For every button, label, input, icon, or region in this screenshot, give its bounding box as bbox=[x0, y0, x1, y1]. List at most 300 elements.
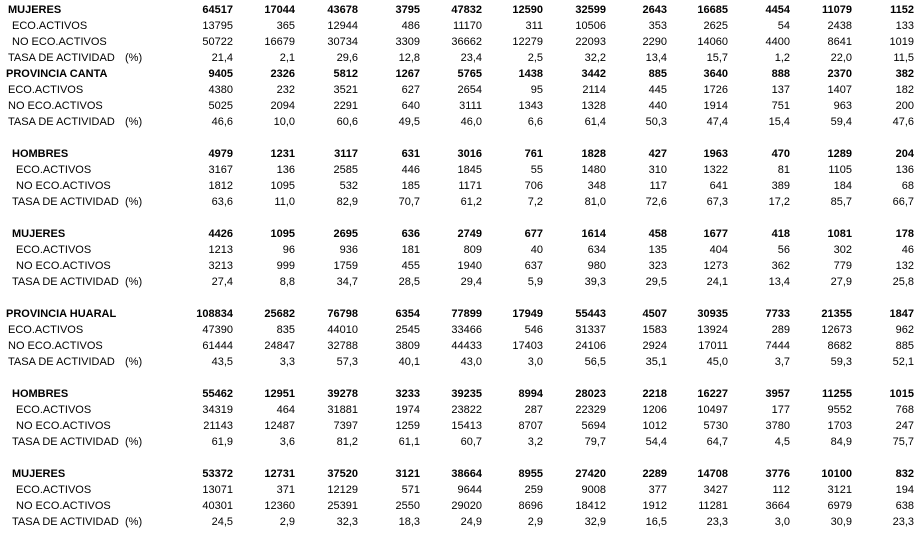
value-cell: 4507 bbox=[642, 308, 667, 320]
value-cell: 132 bbox=[895, 260, 914, 272]
value-cell: 637 bbox=[524, 260, 543, 272]
row-label: TASA DE ACTIVIDAD bbox=[12, 276, 119, 288]
row-label: TASA DE ACTIVIDAD bbox=[12, 196, 119, 208]
value-cell: 1081 bbox=[827, 228, 852, 240]
value-cell: 1677 bbox=[703, 228, 728, 240]
value-cell: 40,1 bbox=[398, 356, 420, 368]
value-cell: 66,7 bbox=[892, 196, 914, 208]
value-cell: 4380 bbox=[208, 84, 233, 96]
value-cell: 3957 bbox=[765, 388, 790, 400]
value-cell: 7733 bbox=[765, 308, 790, 320]
table-row bbox=[0, 322, 916, 338]
value-cell: 135 bbox=[648, 244, 667, 256]
value-cell: 1828 bbox=[581, 148, 606, 160]
value-cell: 259 bbox=[524, 484, 543, 496]
value-cell: 21,4 bbox=[211, 52, 233, 64]
value-cell: 1912 bbox=[642, 500, 667, 512]
value-cell: 1105 bbox=[828, 164, 852, 176]
value-cell: 640 bbox=[401, 100, 420, 112]
value-cell: 10497 bbox=[697, 404, 728, 416]
value-cell: 3809 bbox=[395, 340, 420, 352]
value-cell: 29,5 bbox=[645, 276, 667, 288]
value-cell: 38664 bbox=[451, 468, 482, 480]
value-cell: 59,4 bbox=[830, 116, 852, 128]
value-cell: 3233 bbox=[395, 388, 420, 400]
value-cell: 25682 bbox=[264, 308, 295, 320]
value-cell: 30734 bbox=[327, 36, 358, 48]
value-cell: 962 bbox=[895, 324, 914, 336]
value-cell: 27,9 bbox=[830, 276, 852, 288]
table-row bbox=[0, 466, 916, 482]
value-cell: 35,1 bbox=[645, 356, 667, 368]
unit-label: (%) bbox=[125, 436, 143, 448]
value-cell: 32,9 bbox=[584, 516, 606, 528]
value-cell: 85,7 bbox=[830, 196, 852, 208]
table-row bbox=[0, 338, 916, 354]
value-cell: 12279 bbox=[512, 36, 543, 48]
value-cell: 1845 bbox=[457, 164, 482, 176]
row-label: HOMBRES bbox=[12, 148, 69, 160]
value-cell: 706 bbox=[524, 180, 543, 192]
value-cell: 677 bbox=[524, 228, 543, 240]
value-cell: 6979 bbox=[827, 500, 852, 512]
spacer-row bbox=[0, 370, 916, 386]
value-cell: 52,1 bbox=[892, 356, 914, 368]
value-cell: 16227 bbox=[697, 388, 728, 400]
table-row bbox=[0, 178, 916, 194]
value-cell: 12673 bbox=[821, 324, 852, 336]
value-cell: 14060 bbox=[697, 36, 728, 48]
unit-label: (%) bbox=[125, 356, 143, 368]
value-cell: 3213 bbox=[208, 260, 233, 272]
value-cell: 353 bbox=[648, 20, 667, 32]
table-row bbox=[0, 114, 916, 130]
value-cell: 6,6 bbox=[527, 116, 543, 128]
value-cell: 2,9 bbox=[527, 516, 543, 528]
value-cell: 32788 bbox=[327, 340, 358, 352]
value-cell: 2326 bbox=[270, 68, 295, 80]
value-cell: 61,1 bbox=[398, 436, 420, 448]
row-label: MUJERES bbox=[12, 468, 66, 480]
value-cell: 1343 bbox=[518, 100, 543, 112]
value-cell: 13924 bbox=[697, 324, 728, 336]
value-cell: 36662 bbox=[451, 36, 482, 48]
value-cell: 8641 bbox=[827, 36, 852, 48]
value-cell: 641 bbox=[709, 180, 728, 192]
row-label: NO ECO.ACTIVOS bbox=[16, 420, 111, 432]
value-cell: 638 bbox=[895, 500, 914, 512]
value-cell: 46 bbox=[901, 244, 914, 256]
table-row bbox=[0, 386, 916, 402]
value-cell: 1963 bbox=[703, 148, 728, 160]
value-cell: 61444 bbox=[202, 340, 233, 352]
value-cell: 81,0 bbox=[584, 196, 606, 208]
spacer-row bbox=[0, 450, 916, 466]
row-label: ECO.ACTIVOS bbox=[16, 164, 92, 176]
value-cell: 365 bbox=[276, 20, 295, 32]
value-cell: 247 bbox=[895, 420, 914, 432]
value-cell: 470 bbox=[771, 148, 790, 160]
value-cell: 888 bbox=[771, 68, 790, 80]
table-row bbox=[0, 482, 916, 498]
value-cell: 177 bbox=[771, 404, 790, 416]
value-cell: 7,2 bbox=[527, 196, 543, 208]
unit-label: (%) bbox=[125, 116, 143, 128]
value-cell: 3776 bbox=[765, 468, 790, 480]
value-cell: 377 bbox=[648, 484, 667, 496]
table-row bbox=[0, 306, 916, 322]
value-cell: 768 bbox=[895, 404, 914, 416]
value-cell: 60,7 bbox=[460, 436, 482, 448]
value-cell: 4400 bbox=[765, 36, 790, 48]
value-cell: 2585 bbox=[333, 164, 358, 176]
value-cell: 12360 bbox=[264, 500, 295, 512]
value-cell: 133 bbox=[895, 20, 914, 32]
value-cell: 181 bbox=[401, 244, 420, 256]
value-cell: 779 bbox=[833, 260, 852, 272]
value-cell: 28,5 bbox=[398, 276, 420, 288]
value-cell: 22329 bbox=[575, 404, 606, 416]
value-cell: 23822 bbox=[451, 404, 482, 416]
value-cell: 59,3 bbox=[830, 356, 852, 368]
table-row bbox=[0, 274, 916, 290]
row-label: TASA DE ACTIVIDAD bbox=[8, 116, 115, 128]
value-cell: 3521 bbox=[333, 84, 358, 96]
value-cell: 371 bbox=[276, 484, 295, 496]
value-cell: 61,4 bbox=[584, 116, 606, 128]
value-cell: 486 bbox=[401, 20, 420, 32]
table-row bbox=[0, 514, 916, 530]
value-cell: 809 bbox=[463, 244, 482, 256]
value-cell: 17403 bbox=[512, 340, 543, 352]
value-cell: 636 bbox=[401, 228, 420, 240]
spacer-row bbox=[0, 210, 916, 226]
value-cell: 5025 bbox=[208, 100, 233, 112]
value-cell: 47,4 bbox=[706, 116, 728, 128]
value-cell: 136 bbox=[895, 164, 914, 176]
value-cell: 13,4 bbox=[768, 276, 790, 288]
value-cell: 5765 bbox=[457, 68, 482, 80]
value-cell: 963 bbox=[833, 100, 852, 112]
value-cell: 10,0 bbox=[273, 116, 295, 128]
value-cell: 389 bbox=[771, 180, 790, 192]
table-row bbox=[0, 82, 916, 98]
value-cell: 5,9 bbox=[527, 276, 543, 288]
value-cell: 37520 bbox=[327, 468, 358, 480]
value-cell: 999 bbox=[276, 260, 295, 272]
value-cell: 4979 bbox=[208, 148, 233, 160]
value-cell: 2094 bbox=[270, 100, 295, 112]
value-cell: 82,9 bbox=[336, 196, 358, 208]
value-cell: 8955 bbox=[518, 468, 543, 480]
value-cell: 1273 bbox=[703, 260, 728, 272]
value-cell: 44010 bbox=[327, 324, 358, 336]
value-cell: 39235 bbox=[451, 388, 482, 400]
value-cell: 2625 bbox=[703, 20, 728, 32]
value-cell: 21355 bbox=[821, 308, 852, 320]
value-cell: 2643 bbox=[642, 4, 667, 16]
value-cell: 12731 bbox=[264, 468, 295, 480]
value-cell: 30,9 bbox=[830, 516, 852, 528]
row-label: NO ECO.ACTIVOS bbox=[12, 36, 107, 48]
row-label: TASA DE ACTIVIDAD bbox=[8, 52, 115, 64]
value-cell: 32599 bbox=[575, 4, 606, 16]
value-cell: 34319 bbox=[202, 404, 233, 416]
value-cell: 362 bbox=[771, 260, 790, 272]
value-cell: 2370 bbox=[827, 68, 852, 80]
value-cell: 1726 bbox=[703, 84, 728, 96]
value-cell: 56 bbox=[777, 244, 790, 256]
value-cell: 7397 bbox=[333, 420, 358, 432]
value-cell: 2545 bbox=[395, 324, 420, 336]
value-cell: 25391 bbox=[327, 500, 358, 512]
row-label: TASA DE ACTIVIDAD bbox=[12, 516, 119, 528]
value-cell: 64517 bbox=[202, 4, 233, 16]
value-cell: 1812 bbox=[208, 180, 233, 192]
value-cell: 16,5 bbox=[645, 516, 667, 528]
value-cell: 55443 bbox=[575, 308, 606, 320]
value-cell: 84,9 bbox=[830, 436, 852, 448]
value-cell: 14708 bbox=[697, 468, 728, 480]
value-cell: 3121 bbox=[395, 468, 420, 480]
value-cell: 440 bbox=[648, 100, 667, 112]
value-cell: 323 bbox=[648, 260, 667, 272]
value-cell: 348 bbox=[587, 180, 606, 192]
row-label: HOMBRES bbox=[12, 388, 69, 400]
value-cell: 60,6 bbox=[336, 116, 358, 128]
value-cell: 980 bbox=[587, 260, 606, 272]
value-cell: 136 bbox=[276, 164, 295, 176]
value-cell: 9644 bbox=[457, 484, 482, 496]
value-cell: 3111 bbox=[459, 100, 482, 112]
row-label: PROVINCIA HUARAL bbox=[6, 308, 117, 320]
value-cell: 70,7 bbox=[398, 196, 420, 208]
value-cell: 45,0 bbox=[706, 356, 728, 368]
value-cell: 75,7 bbox=[892, 436, 914, 448]
value-cell: 182 bbox=[895, 84, 914, 96]
value-cell: 1328 bbox=[581, 100, 606, 112]
value-cell: 29,4 bbox=[460, 276, 482, 288]
table-row bbox=[0, 354, 916, 370]
row-label: ECO.ACTIVOS bbox=[16, 244, 92, 256]
table-row bbox=[0, 434, 916, 450]
value-cell: 11,0 bbox=[274, 196, 295, 208]
value-cell: 1267 bbox=[395, 68, 420, 80]
spacer-row bbox=[0, 290, 916, 306]
value-cell: 5694 bbox=[581, 420, 606, 432]
value-cell: 64,7 bbox=[706, 436, 728, 448]
value-cell: 30935 bbox=[697, 308, 728, 320]
value-cell: 21143 bbox=[203, 420, 233, 432]
value-cell: 10506 bbox=[575, 20, 606, 32]
value-cell: 15413 bbox=[451, 420, 482, 432]
value-cell: 57,3 bbox=[336, 356, 358, 368]
value-cell: 3121 bbox=[827, 484, 852, 496]
table-row bbox=[0, 2, 916, 18]
value-cell: 2550 bbox=[395, 500, 420, 512]
value-cell: 3,2 bbox=[527, 436, 543, 448]
value-cell: 27,4 bbox=[211, 276, 233, 288]
row-label: NO ECO.ACTIVOS bbox=[16, 260, 111, 272]
value-cell: 3117 bbox=[334, 148, 358, 160]
value-cell: 54,4 bbox=[645, 436, 667, 448]
value-cell: 1019 bbox=[889, 36, 914, 48]
table-row bbox=[0, 258, 916, 274]
value-cell: 13,4 bbox=[645, 52, 667, 64]
row-label: ECO.ACTIVOS bbox=[8, 84, 84, 96]
value-cell: 96 bbox=[282, 244, 295, 256]
value-cell: 445 bbox=[648, 84, 667, 96]
value-cell: 185 bbox=[401, 180, 420, 192]
row-label: NO ECO.ACTIVOS bbox=[16, 500, 111, 512]
value-cell: 2924 bbox=[642, 340, 667, 352]
value-cell: 47,6 bbox=[892, 116, 914, 128]
value-cell: 1940 bbox=[457, 260, 482, 272]
value-cell: 25,8 bbox=[892, 276, 914, 288]
value-cell: 81 bbox=[777, 164, 790, 176]
value-cell: 76798 bbox=[327, 308, 358, 320]
row-label: MUJERES bbox=[8, 4, 62, 16]
table-row bbox=[0, 498, 916, 514]
table-row bbox=[0, 418, 916, 434]
value-cell: 178 bbox=[895, 228, 914, 240]
value-cell: 18,3 bbox=[398, 516, 420, 528]
value-cell: 464 bbox=[276, 404, 295, 416]
row-label: TASA DE ACTIVIDAD bbox=[8, 356, 115, 368]
value-cell: 33466 bbox=[451, 324, 482, 336]
value-cell: 40 bbox=[530, 244, 543, 256]
value-cell: 17011 bbox=[698, 340, 728, 352]
value-cell: 3442 bbox=[581, 68, 606, 80]
value-cell: 5730 bbox=[703, 420, 728, 432]
value-cell: 311 bbox=[525, 20, 543, 32]
table-row bbox=[0, 18, 916, 34]
value-cell: 3664 bbox=[765, 500, 790, 512]
value-cell: 63,6 bbox=[211, 196, 233, 208]
value-cell: 4426 bbox=[208, 228, 233, 240]
value-cell: 11170 bbox=[453, 20, 482, 32]
value-cell: 11,5 bbox=[893, 52, 914, 64]
value-cell: 13795 bbox=[202, 20, 233, 32]
value-cell: 1480 bbox=[581, 164, 606, 176]
value-cell: 446 bbox=[401, 164, 420, 176]
value-cell: 6354 bbox=[395, 308, 420, 320]
value-cell: 54 bbox=[777, 20, 790, 32]
value-cell: 546 bbox=[524, 324, 543, 336]
value-cell: 289 bbox=[771, 324, 790, 336]
row-label: ECO.ACTIVOS bbox=[16, 404, 92, 416]
value-cell: 9552 bbox=[827, 404, 852, 416]
value-cell: 3427 bbox=[703, 484, 728, 496]
value-cell: 3,0 bbox=[774, 516, 790, 528]
value-cell: 34,7 bbox=[336, 276, 358, 288]
value-cell: 382 bbox=[895, 68, 914, 80]
value-cell: 1171 bbox=[458, 180, 482, 192]
value-cell: 751 bbox=[771, 100, 790, 112]
row-label: PROVINCIA CANTA bbox=[6, 68, 108, 80]
value-cell: 2,1 bbox=[279, 52, 295, 64]
value-cell: 631 bbox=[401, 148, 420, 160]
value-cell: 1213 bbox=[208, 244, 233, 256]
value-cell: 16685 bbox=[697, 4, 728, 16]
value-cell: 39278 bbox=[327, 388, 358, 400]
value-cell: 49,5 bbox=[398, 116, 420, 128]
value-cell: 12590 bbox=[512, 4, 543, 16]
value-cell: 23,3 bbox=[892, 516, 914, 528]
value-cell: 3309 bbox=[395, 36, 420, 48]
value-cell: 29,6 bbox=[336, 52, 358, 64]
value-cell: 32,3 bbox=[336, 516, 358, 528]
value-cell: 571 bbox=[401, 484, 420, 496]
value-cell: 427 bbox=[648, 148, 667, 160]
value-cell: 77899 bbox=[451, 308, 482, 320]
value-cell: 1095 bbox=[270, 228, 295, 240]
value-cell: 50,3 bbox=[645, 116, 667, 128]
row-label: ECO.ACTIVOS bbox=[16, 484, 92, 496]
value-cell: 12487 bbox=[264, 420, 295, 432]
value-cell: 24,5 bbox=[211, 516, 233, 528]
value-cell: 23,4 bbox=[460, 52, 482, 64]
value-cell: 3640 bbox=[703, 68, 728, 80]
value-cell: 3,6 bbox=[279, 436, 295, 448]
value-cell: 50722 bbox=[202, 36, 233, 48]
row-label: NO ECO.ACTIVOS bbox=[8, 100, 103, 112]
value-cell: 1152 bbox=[890, 4, 914, 16]
value-cell: 1759 bbox=[333, 260, 358, 272]
value-cell: 17044 bbox=[264, 4, 295, 16]
value-cell: 832 bbox=[895, 468, 914, 480]
value-cell: 15,7 bbox=[706, 52, 728, 64]
row-label: TASA DE ACTIVIDAD bbox=[12, 436, 119, 448]
value-cell: 47390 bbox=[202, 324, 233, 336]
value-cell: 404 bbox=[709, 244, 728, 256]
value-cell: 43,0 bbox=[460, 356, 482, 368]
value-cell: 17949 bbox=[512, 308, 543, 320]
value-cell: 47832 bbox=[451, 4, 482, 16]
value-cell: 24847 bbox=[264, 340, 295, 352]
value-cell: 885 bbox=[895, 340, 914, 352]
value-cell: 1914 bbox=[703, 100, 728, 112]
row-label: NO ECO.ACTIVOS bbox=[8, 340, 103, 352]
value-cell: 1438 bbox=[518, 68, 543, 80]
value-cell: 1583 bbox=[642, 324, 667, 336]
value-cell: 1289 bbox=[827, 148, 852, 160]
value-cell: 2290 bbox=[642, 36, 667, 48]
value-cell: 15,4 bbox=[768, 116, 790, 128]
unit-label: (%) bbox=[125, 52, 143, 64]
value-cell: 310 bbox=[648, 164, 667, 176]
spacer-row bbox=[0, 130, 916, 146]
value-cell: 302 bbox=[833, 244, 852, 256]
value-cell: 67,3 bbox=[706, 196, 728, 208]
value-cell: 2695 bbox=[333, 228, 358, 240]
value-cell: 17,2 bbox=[768, 196, 790, 208]
value-cell: 194 bbox=[895, 484, 914, 496]
value-cell: 2218 bbox=[642, 388, 667, 400]
value-cell: 936 bbox=[339, 244, 358, 256]
value-cell: 61,9 bbox=[211, 436, 233, 448]
value-cell: 2291 bbox=[333, 100, 358, 112]
table-row bbox=[0, 66, 916, 82]
value-cell: 1847 bbox=[889, 308, 914, 320]
value-cell: 137 bbox=[771, 84, 790, 96]
value-cell: 1259 bbox=[395, 420, 420, 432]
value-cell: 24,9 bbox=[460, 516, 482, 528]
value-cell: 55 bbox=[530, 164, 543, 176]
value-cell: 28023 bbox=[575, 388, 606, 400]
value-cell: 2,9 bbox=[279, 516, 295, 528]
value-cell: 81,2 bbox=[336, 436, 358, 448]
